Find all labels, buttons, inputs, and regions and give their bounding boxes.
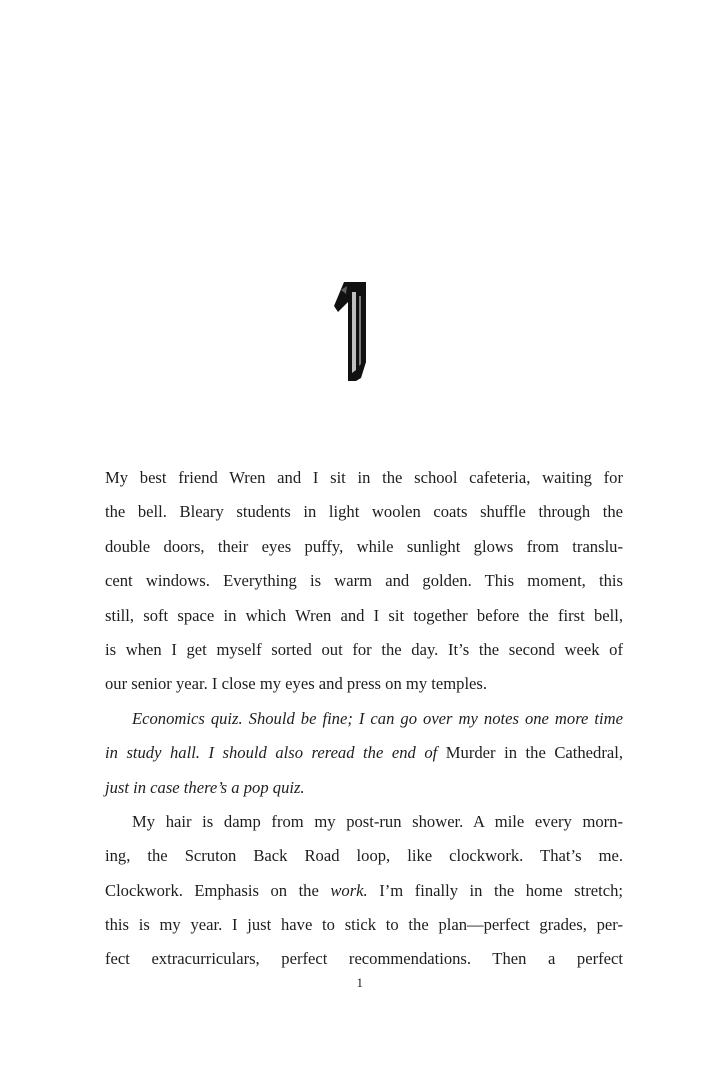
- text-line: cent windows. Everything is warm and golden. This moment, this: [105, 571, 623, 591]
- text-line: [105, 702, 623, 736]
- chapter-number: [0, 278, 720, 390]
- text-line: My best friend Wren and I sit in the school cafeteria, waiting for: [105, 468, 623, 487]
- italic-run: in study hall. I should also reread the end of: [105, 743, 446, 763]
- text-line: still, soft space in which Wren and I sit together before the first bell,: [105, 605, 623, 625]
- text-line: [105, 736, 623, 770]
- italic-run: Economics quiz. Should be fine; I can go over my notes one more time: [132, 708, 623, 728]
- text-run: fect extracurriculars, perfect recommendations. Then a perfect: [105, 949, 623, 969]
- text-line: [105, 942, 623, 976]
- text-line: [105, 805, 623, 839]
- italic-run: work.: [330, 880, 368, 900]
- text-run: Clockwork. Emphasis on the: [105, 880, 331, 900]
- text-line: [105, 839, 623, 873]
- paragraph-3: [105, 805, 623, 977]
- paragraph-1: [105, 461, 623, 702]
- text-line: [105, 908, 623, 942]
- paragraph-2: [105, 702, 623, 805]
- chapter-number-glyph: [330, 278, 390, 390]
- book-title-run: Murder in the Cathedral,: [445, 743, 623, 763]
- text-run: this is my year. I just have to stick to the plan—perfect grades, per-: [105, 915, 623, 935]
- italic-run: just in case there’s a pop quiz.: [105, 777, 305, 797]
- text-run: My hair is damp from my post-run shower. A mile every morn-: [132, 811, 623, 831]
- text-line: the bell. Bleary students in light woolen coats shuffle through the: [105, 502, 623, 522]
- text-line: [105, 771, 623, 805]
- text-line: double doors, their eyes puffy, while sunlight glows from translu-: [105, 536, 623, 556]
- text-line: is when I get myself sorted out for the day. It’s the second week of: [105, 639, 623, 659]
- text-run: I’m finally in the home stretch;: [367, 880, 623, 900]
- text-run: ing, the Scruton Back Road loop, like clockwork. That’s me.: [105, 846, 623, 866]
- text-line: our senior year. I close my eyes and press on my temples.: [105, 674, 488, 694]
- page-number: 1: [356, 975, 364, 990]
- chapter-body: [105, 461, 623, 977]
- text-line: [105, 874, 623, 908]
